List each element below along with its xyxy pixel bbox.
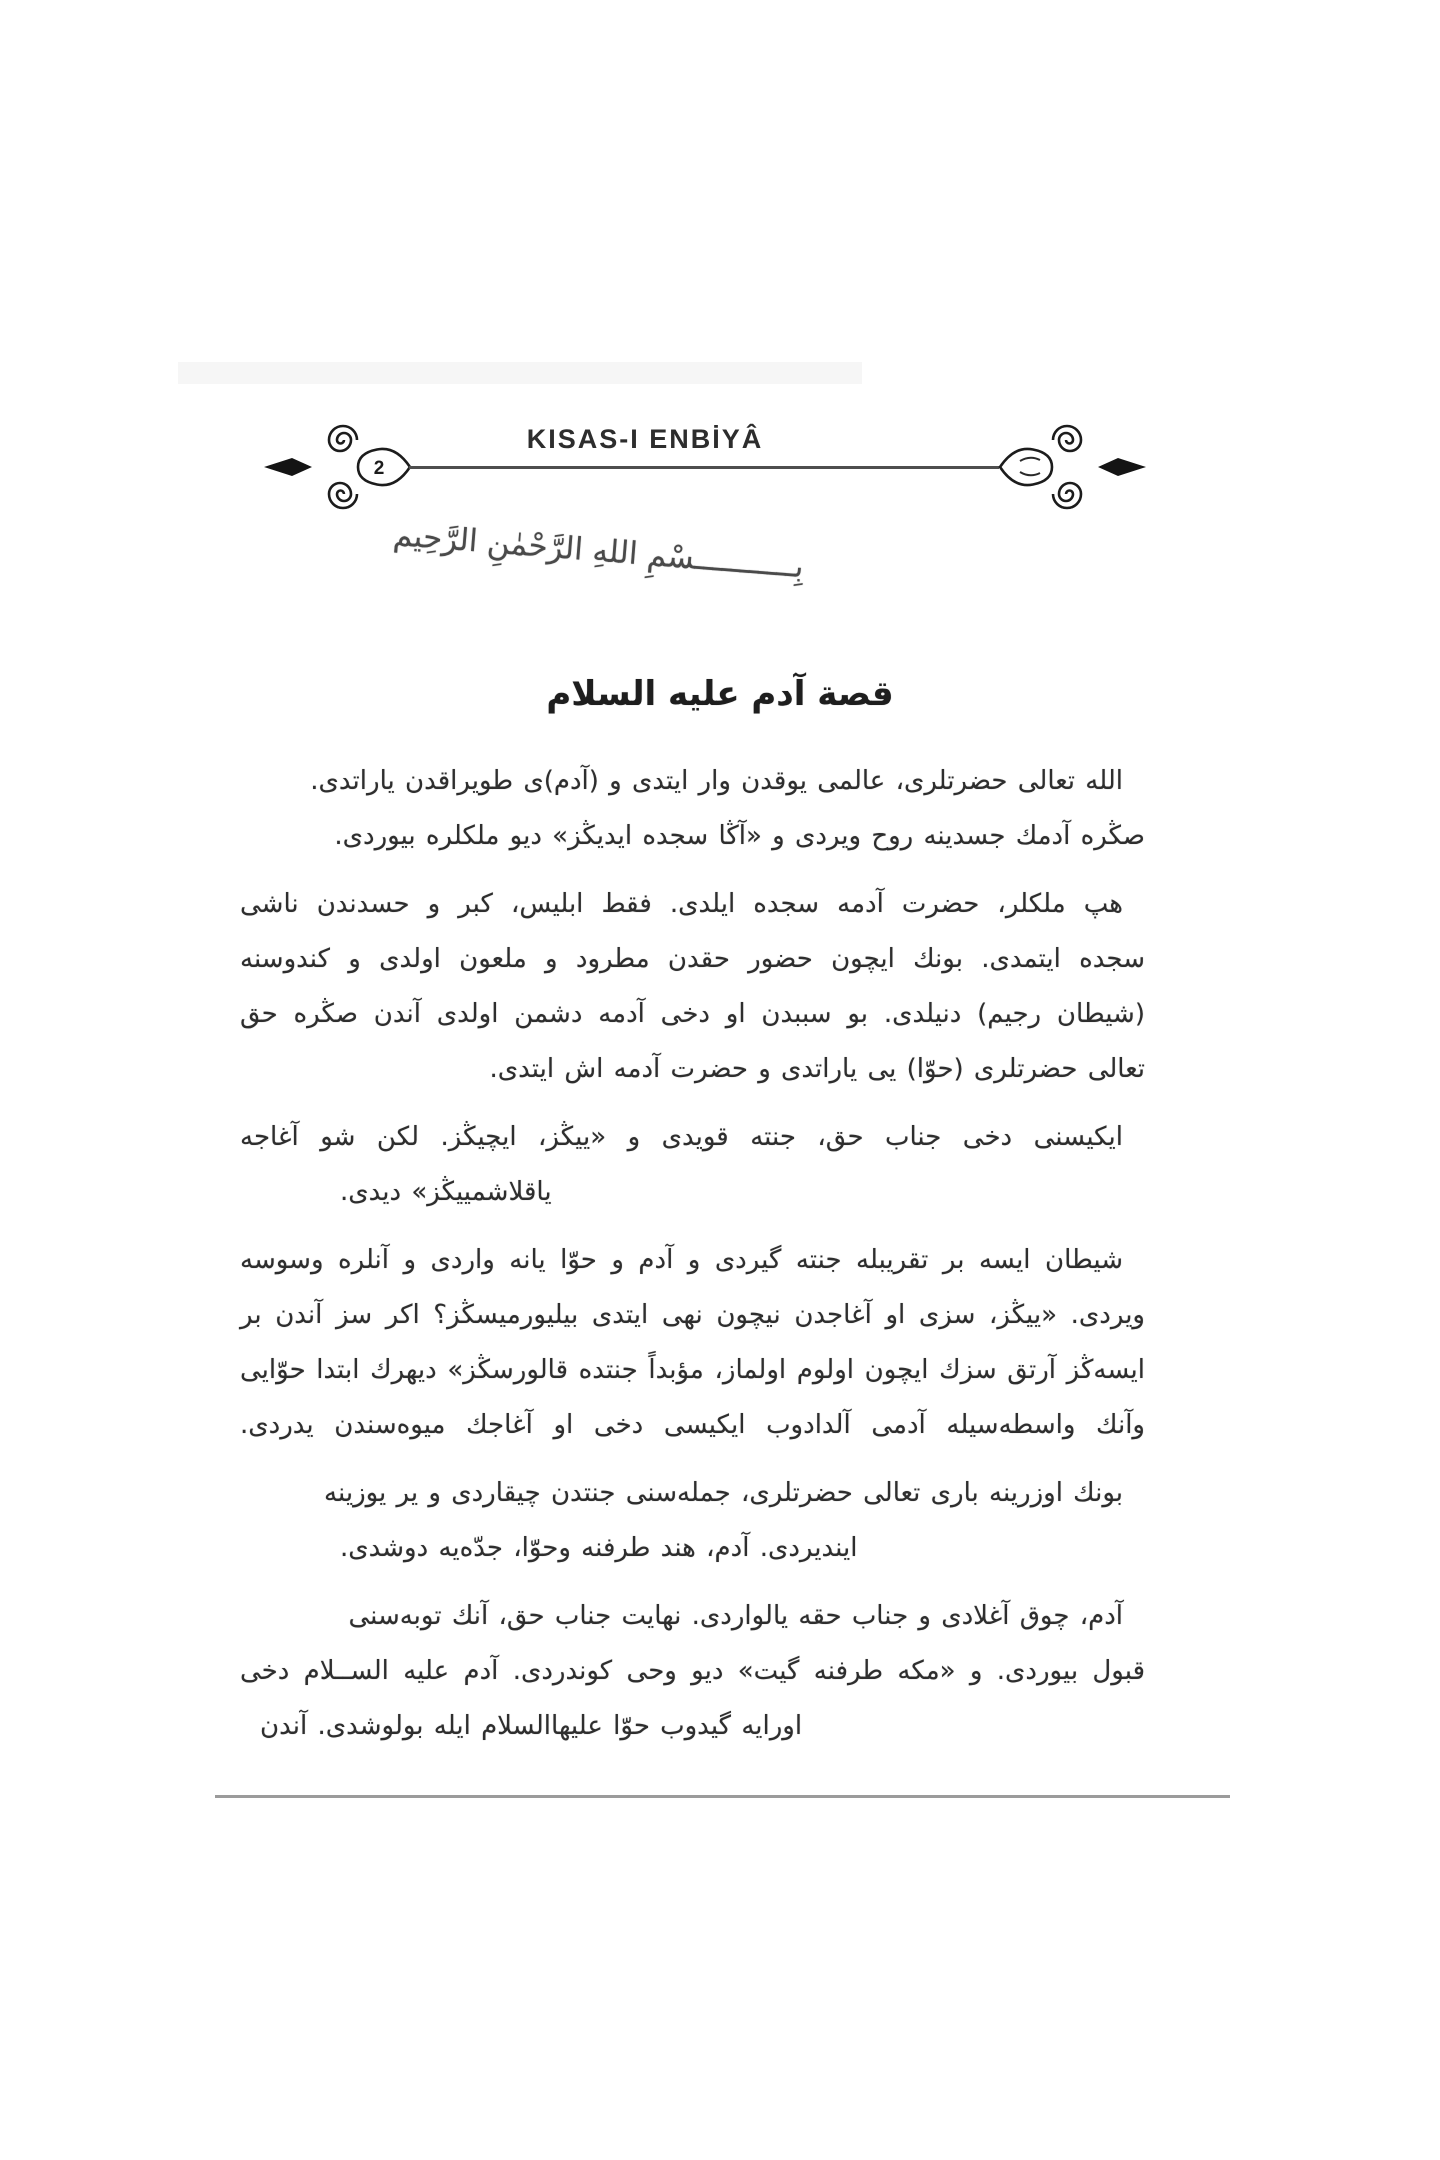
spiral-bottom-icon xyxy=(329,483,357,508)
paragraph xyxy=(240,877,1145,1097)
chapter-title: قصة آدم عليه السلام xyxy=(546,674,894,714)
diamond-finial-icon xyxy=(1098,458,1146,476)
body-line: ایسه‌ڭز آرتق سزك ایچون اولوم اولماز، مؤبداً جنتده قالورسڭز» دیهرك ابتدا حوّایی xyxy=(240,1355,1145,1385)
body-line: (شیطان رجیم) دنیلدی. بو سببدن او دخی آدمه دشمن اولدی آندن صڭره حق xyxy=(240,999,1145,1029)
body-line: صڭره آدمك جسدینه روح ویردی و «آڭا سجده ایدیڭز» دیو ملكلره بیوردی. xyxy=(334,821,1145,851)
paragraph xyxy=(240,754,1145,864)
body-line: بونك اوزرینه باری تعالی حضرتلری، جمله‌سنی جنتدن چیقاردی و یر یوزینه xyxy=(324,1478,1123,1508)
paragraph xyxy=(240,1233,1145,1453)
header-rule xyxy=(409,466,999,469)
paragraph xyxy=(240,1110,1145,1220)
diamond-finial-icon xyxy=(264,458,312,476)
body-line: وآنك واسطه‌سیله آدمی آلدادوب ایكیسی دخی او آغاجك میوه‌سندن یدردی. xyxy=(240,1410,1145,1440)
body-line: سجده ایتمدی. بونك ایچون حضور حقدن مطرود و ملعون اولدی و كندوسنه xyxy=(240,944,1145,974)
paragraph xyxy=(240,1589,1145,1754)
scan-artifact-band xyxy=(178,362,862,384)
body-line: ایندیردی. آدم، هند طرفنه وحوّا، جدّه‌یه دوشدی. xyxy=(340,1533,858,1563)
body-line: تعالی حضرتلری (حوّا) یی یاراتدی و حضرت آدمه اش ایتدی. xyxy=(489,1054,1145,1084)
spiral-bottom-icon xyxy=(1053,483,1081,508)
body-line: آدم، چوق آغلادی و جناب حقه یالواردی. نهایت جناب حق، آنك توبه‌سنی xyxy=(348,1601,1123,1631)
body-line: ایكیسنی دخی جناب حق، جنته قویدی و «ییڭز، ایچیڭز. لكن شو آغاجه xyxy=(240,1122,1123,1152)
spiral-top-icon xyxy=(1053,426,1081,451)
basmala-calligraphy: بِـــــــــــسْمِ اللهِ الرَّحْمٰنِ الرَّحِيم xyxy=(391,516,806,586)
footer-rule xyxy=(215,1795,1230,1798)
running-title: KISAS-I ENBİYÂ xyxy=(526,424,764,454)
teardrop-frame-icon xyxy=(1000,449,1052,485)
body-line: ویردی. «ییڭز، سزی او آغاجدن نیچون نهی ایتدی بیلیورمیسڭز؟ اكر سز آندن بر xyxy=(240,1300,1145,1330)
paragraph xyxy=(240,1466,1145,1576)
body-line: قبول بیوردی. و «مكه طرفنه گیت» دیو وحی كوندردی. آدم علیه الســلام دخی xyxy=(240,1656,1145,1686)
fleuron-right-icon xyxy=(998,412,1148,522)
body-line: هپ ملكلر، حضرت آدمه سجده ایلدی. فقط ابلیس، كبر و حسدندن ناشی xyxy=(240,889,1123,919)
body-line: اورایه گیدوب حوّا علیهاالسلام ایله بولوشدی. آندن xyxy=(260,1711,803,1741)
body-line: الله تعالی حضرتلری، عالمی یوقدن وار ایتدی و (آدم)ی طویراقدن یاراتدی. xyxy=(310,766,1123,796)
body-line: شیطان ایسه بر تقریبله جنته گیردی و آدم و حوّا یانه واردی و آنلره وسوسه xyxy=(240,1245,1123,1275)
page-number: 2 xyxy=(373,458,385,479)
body-line: یاقلاشمییڭز» دیدی. xyxy=(340,1177,552,1207)
body-text xyxy=(240,754,1145,1767)
